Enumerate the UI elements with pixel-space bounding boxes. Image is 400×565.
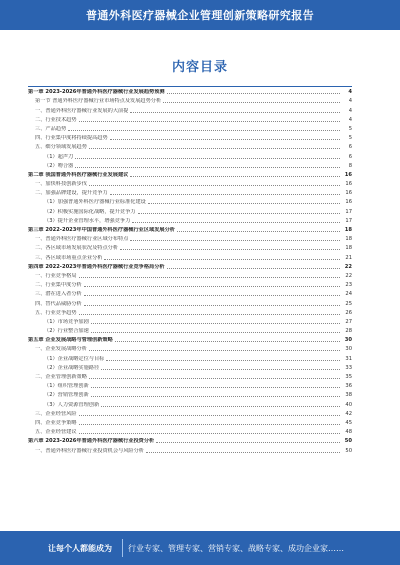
toc-leader-dots [177,228,340,232]
report-title: 普通外科医疗器械企业管理创新策略研究报告 [86,9,314,22]
toc-entry-page-number: 18 [345,236,352,243]
toc-entry-title: 四、替代品威胁分析 [35,300,82,307]
toc-leader-dots [79,412,340,416]
toc-leader-dots [89,375,340,379]
toc-entry[interactable] [28,104,352,113]
toc-entry-title: 第一节 普通外科医疗器械行业市场特点及发展趋势分析 [35,98,162,105]
toc-entry-title: 三、企业经营风险 [35,410,77,417]
toc-entry-title: 第二章 我国普通外科医疗器械行业发展建议 [28,171,129,178]
toc-entry-page-number: 16 [345,190,352,197]
toc-leader-dots [68,127,340,131]
toc-entry-title: （1）组织管理创新 [44,383,89,390]
toc-entry-page-number: 5 [348,135,352,142]
toc-entry-page-number: 38 [345,392,352,399]
toc-leader-dots [130,173,340,177]
toc-leader-dots [156,439,340,443]
toc-leader-dots [146,449,340,453]
toc-leader-dots [120,246,340,250]
toc-entry-page-number: 28 [345,328,352,335]
toc-entry-page-number: 27 [345,318,352,325]
toc-entry-page-number: 17 [345,217,352,224]
toc-entry-title: （2）积极实施国际化战略，提升竞争力 [44,208,136,215]
toc-entry[interactable] [28,389,352,398]
toc-leader-dots [132,219,340,223]
toc-entry[interactable] [28,398,352,407]
toc-entry-title: 第四章 2022-2023年普通外科医疗器械行业竞争格局分析 [28,263,165,270]
toc-entry-page-number: 40 [345,401,352,408]
table-of-contents [28,86,352,454]
toc-entry[interactable] [28,150,352,159]
toc-entry-page-number: 18 [344,227,352,233]
toc-entry-page-number: 18 [345,245,352,252]
toc-leader-dots [91,393,340,397]
toc-entry[interactable] [28,371,352,380]
toc-leader-dots [101,366,340,370]
toc-entry-page-number: 42 [345,410,352,417]
toc-entry[interactable] [28,178,352,187]
toc-leader-dots [89,347,340,351]
toc-entry[interactable] [28,334,352,343]
toc-entry[interactable] [28,123,352,132]
toc-entry-page-number: 24 [345,291,352,298]
toc-entry[interactable] [28,205,352,214]
toc-leader-dots [138,210,341,214]
toc-entry-title: 五、行业竞争趋势 [35,309,77,316]
toc-entry-title: 五、企业经营建议 [35,429,77,436]
toc-entry-title: （2）营销管理创新 [44,392,89,399]
toc-entry[interactable] [28,242,352,251]
toc-entry[interactable] [28,380,352,389]
toc-entry-page-number: 30 [344,337,352,344]
toc-entry[interactable] [28,288,352,297]
toc-entry[interactable] [28,352,352,361]
toc-entry-page-number: 26 [345,309,352,316]
toc-leader-dots [106,357,340,361]
toc-entry-title: 二、企业管理创新策略 [35,374,87,380]
toc-leader-dots [84,302,340,306]
toc-entry[interactable] [28,435,352,444]
toc-entry-title: 第三章 2022-2023年中国普通外科医疗器械行业区域发展分析 [28,227,175,233]
toc-leader-dots [167,90,340,94]
toc-entry-page-number: 30 [345,346,352,353]
toc-leader-dots [110,136,340,140]
toc-entry-title: （2）行业整合加速 [44,328,89,335]
toc-entry-title: 二、各区域市场发展状况及特点分析 [35,245,119,252]
toc-entry-page-number: 48 [345,429,352,436]
toc-entry[interactable] [28,141,352,150]
toc-entry-title: （1）加强普通外科医疗器械行业标准化建设 [44,199,146,206]
toc-leader-dots [84,292,340,296]
toc-entry[interactable] [28,187,352,196]
toc-entry-page-number: 6 [348,153,352,160]
toc-leader-dots [91,329,340,333]
toc-leader-dots [79,430,340,434]
toc-entry[interactable] [28,233,352,242]
toc-entry[interactable] [28,114,352,123]
toc-entry[interactable] [28,261,352,270]
toc-entry-page-number: 16 [345,199,352,206]
toc-entry-page-number: 25 [345,300,352,307]
toc-entry[interactable] [28,169,352,178]
toc-entry-title: 一、普通外科医疗器械行业投资机会与风险分析 [35,447,144,454]
toc-leader-dots [75,155,340,159]
toc-entry-title: 第五章 企业发展战略与管理创新策略 [28,337,113,344]
toc-entry[interactable] [28,417,352,426]
toc-entry-page-number: 5 [348,125,352,132]
toc-leader-dots [115,338,340,342]
toc-leader-dots [163,99,340,103]
toc-entry[interactable] [28,251,352,260]
toc-entry-page-number: 50 [345,447,352,454]
toc-entry[interactable] [28,343,352,352]
toc-entry-page-number: 4 [348,98,352,105]
toc-entry-title: （1）企业战略定位与目标 [44,355,105,362]
toc-entry-title: 第六章 2023-2026年普通外科医疗器械行业投资分析 [28,438,155,445]
footer-divider [122,539,123,557]
toc-leader-dots [79,118,340,122]
toc-leader-dots [79,311,340,315]
toc-entry[interactable] [28,444,352,453]
footer-slogan: 让每个人都能成为 [48,544,112,553]
toc-entry-page-number: 22 [345,272,352,279]
toc-leader-dots [130,109,340,113]
toc-entry-title: 五、细分领域发展趋势 [35,144,87,151]
toc-entry-title: 第一章 2023-2026年普通外科医疗器械行业发展趋势预测 [28,89,165,96]
report-header [0,0,400,30]
toc-leader-dots [148,200,340,204]
toc-entry-title: 四、企业竞争策略 [35,419,77,426]
toc-entry[interactable] [28,316,352,325]
footer-tagline: 行业专家、管理专家、营销专家、战略专家、成功企业家…… [128,544,344,553]
toc-entry-page-number: 16 [345,181,352,188]
toc-entry-title: （2）企业战略实施路径 [44,364,100,371]
toc-entry-page-number: 21 [345,254,352,261]
toc-entry-page-number: 4 [348,89,352,96]
toc-entry-title: 四、行业集中度将持续提高趋势 [35,135,108,142]
toc-leader-dots [91,384,340,388]
toc-entry-page-number: 31 [345,355,352,362]
toc-entry[interactable] [28,279,352,288]
toc-leader-dots [84,283,340,287]
toc-entry-title: 一、普通外科医疗器械行业发展的大前提 [35,107,129,114]
toc-entry[interactable] [28,325,352,334]
toc-entry[interactable] [28,86,352,95]
toc-heading: 内容目录 [171,60,228,75]
toc-entry-title: （2）吻合器 [44,162,74,169]
toc-entry-title: （1）市场竞争加剧 [44,318,89,325]
toc-entry-page-number: 45 [345,419,352,426]
toc-entry[interactable] [28,95,352,104]
toc-entry[interactable] [28,297,352,306]
toc-entry-page-number: 35 [345,374,352,380]
toc-leader-dots [110,191,340,195]
toc-entry-title: 三、潜在进入者分析 [35,291,82,298]
toc-entry-page-number: 4 [348,116,352,123]
toc-entry[interactable] [28,426,352,435]
toc-leader-dots [167,265,340,269]
toc-leader-dots [101,403,340,407]
toc-leader-dots [89,182,340,186]
toc-entry[interactable] [28,307,352,316]
toc-leader-dots [75,164,340,168]
toc-entry-title: 一、加快科技创新步伐 [35,181,87,188]
toc-entry[interactable] [28,132,352,141]
toc-leader-dots [130,237,340,241]
toc-leader-dots [91,320,340,324]
toc-entry-title: 二、行业集中度分析 [35,282,82,289]
toc-entry-title: （3）人力资源管理创新 [44,401,100,408]
toc-entry[interactable] [28,362,352,371]
toc-entry-title: （1）超声刀 [44,153,74,160]
toc-entry[interactable] [28,408,352,417]
toc-entry-title: 一、企业发展战略分析 [35,346,87,353]
toc-entry-title: 一、行业竞争格局 [35,272,77,279]
toc-entry-page-number: 22 [344,263,352,270]
toc-entry[interactable] [28,160,352,169]
toc-leader-dots [79,421,340,425]
toc-entry-title: 一、普通外科医疗器械行业区域分布特点 [35,236,129,243]
toc-entry[interactable] [28,196,352,205]
toc-leader-dots [79,274,340,278]
toc-entry-title: （3）提升企业管理水平，增强竞争力 [44,217,131,224]
toc-leader-dots [104,256,340,260]
toc-entry-title: 二、行业技术趋势 [35,116,77,123]
toc-entry-title: 三、产品趋势 [35,125,67,132]
toc-leader-dots [89,145,340,149]
toc-entry-page-number: 17 [345,208,352,215]
toc-entry-title: 二、加强品牌建设，提升竞争力 [35,190,108,197]
toc-entry-page-number: 4 [348,107,352,114]
toc-entry-page-number: 36 [345,383,352,390]
toc-entry[interactable] [28,270,352,279]
toc-entry-page-number: 6 [348,144,352,151]
toc-entry-title: 三、各区域市场重点企业分析 [35,254,103,261]
toc-entry-page-number: 16 [344,171,352,178]
toc-entry-page-number: 8 [348,162,352,169]
toc-entry[interactable] [28,224,352,233]
toc-entry-page-number: 23 [345,282,352,289]
toc-entry[interactable] [28,215,352,224]
toc-entry-page-number: 50 [344,438,352,445]
toc-entry-page-number: 33 [345,364,352,371]
